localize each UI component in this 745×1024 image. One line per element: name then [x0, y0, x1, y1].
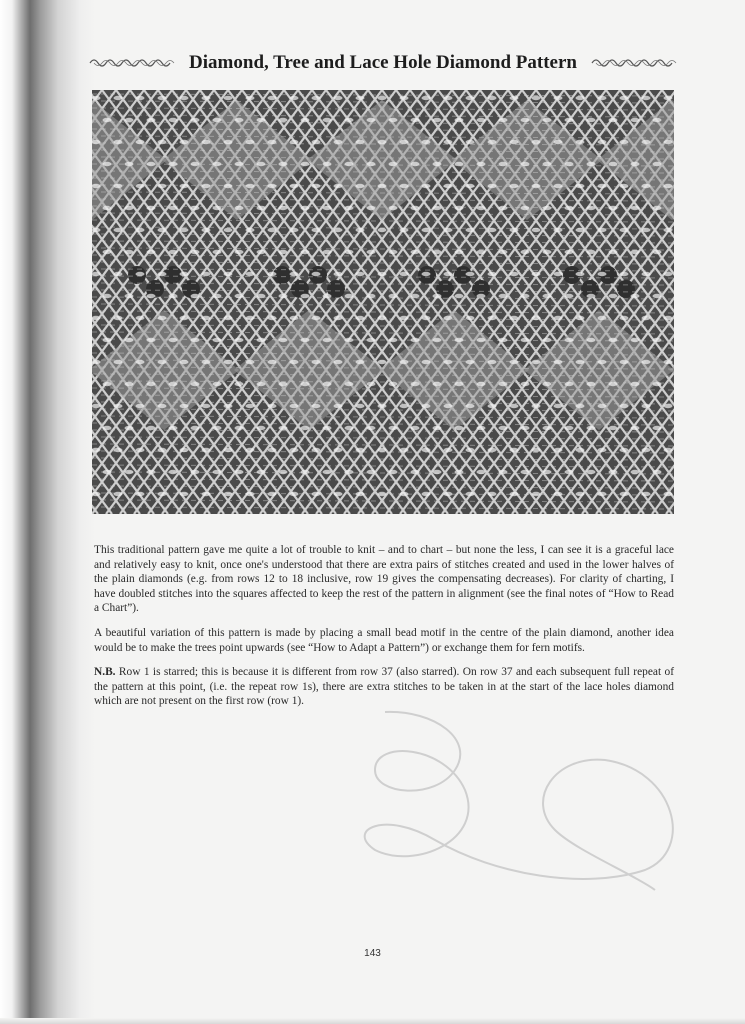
paragraph-intro: This traditional pattern gave me quite a lot of trouble to knit – and to chart – but none the less, I can see it is a graceful lace and relatively easy to knit, once one's understood that there are extra pairs of stitches created and used in the lower halves of the plain diamonds (e.g. from rows 12 to 18 inclusive, row 19 gives the compensating decreases). For clarity of charting, I have doubled stitches into the squares affected to keep the rest of the pattern in alignment (see the final notes of “How to Read a Chart”).	[94, 544, 674, 615]
page-bottom-edge	[0, 1018, 745, 1024]
page-number: 143	[364, 948, 381, 959]
note-text: Row 1 is starred; this is because it is different from row 37 (also starred). On row 37 and each subsequent full repeat of the pattern at this point, (i.e. the repeat row 1s), there are extra stitches to be taken in at the start of the lace holes diamond which are not present on the first row (row 1).	[94, 666, 674, 708]
page-title: Diamond, Tree and Lace Hole Diamond Pattern	[189, 52, 577, 73]
decorative-swirl	[355, 700, 685, 910]
right-flourish-ornament	[590, 56, 678, 70]
left-flourish-ornament	[88, 56, 176, 70]
lace-pattern-image	[92, 90, 674, 514]
lace-swatch-photo	[92, 90, 674, 514]
page-header	[88, 50, 678, 80]
note-label: N.B.	[94, 666, 116, 679]
paragraph-variation: A beautiful variation of this pattern is made by placing a small bead motif in the centre of the plain diamond, another idea would be to make the trees point upwards (see “How to Adapt a Pattern”) or exchange them for fern motifs.	[94, 626, 674, 654]
body-text	[94, 543, 674, 719]
book-gutter-shadow	[0, 0, 95, 1024]
